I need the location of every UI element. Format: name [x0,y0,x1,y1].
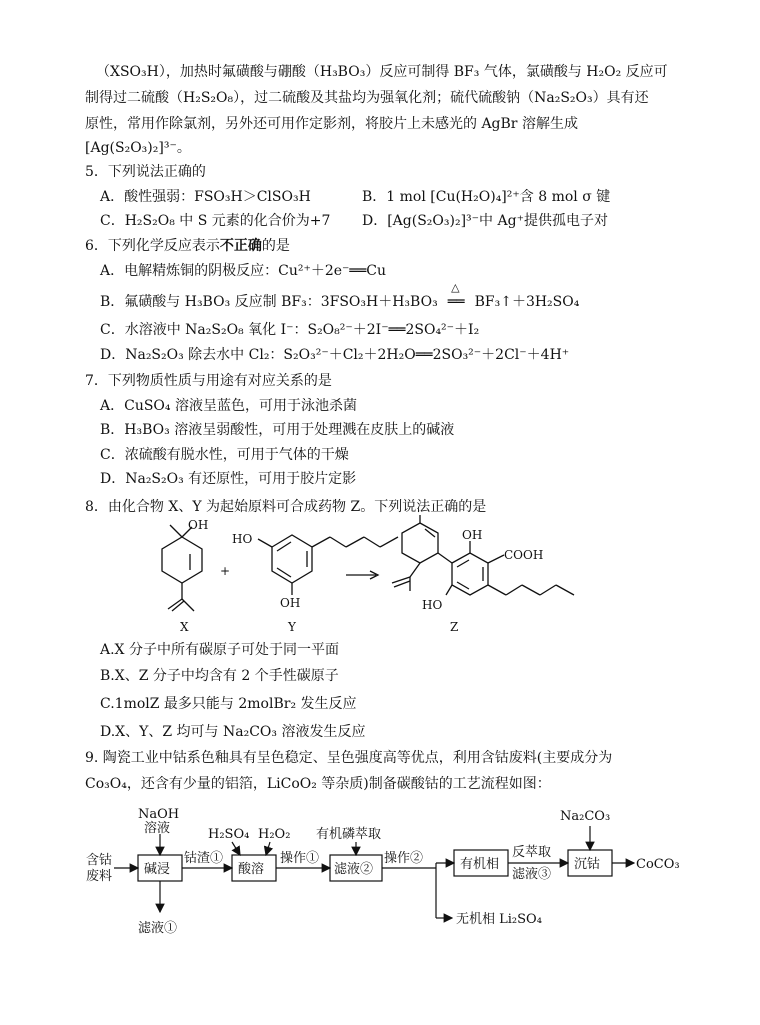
q7-option-d: D．Na₂S₂O₃ 有还原性，可用于胶片定影 [100,471,357,487]
z-terpene-ring [402,523,438,563]
y-chain-5 [380,537,398,547]
process-flow-diagram [80,800,700,960]
back-extract-label: 反萃取 [512,845,552,860]
product-label: CoCO₃ [636,857,680,872]
q6-option-b-left: B．氟磺酸与 H₃BO₃ 反应制 BF₃：3FSO₃H＋H₃BO₃ [100,294,438,310]
na2co3-label: Na₂CO₃ [560,809,611,824]
q7-stem: 7．下列物质性质与用途有对应关系的是 [85,373,332,389]
x-methyl [170,525,182,537]
z-chain-3 [522,585,540,595]
h2so4-label: H₂SO₄ [208,827,250,842]
heat-triangle-icon: △ [451,281,460,294]
intro-line-4: [Ag(S₂O₃)₂]³⁻。 [85,140,191,156]
q9-line-2: Co₃O₄，还含有少量的铝箔，LiCoO₂ 等杂质)制备碳酸钴的工艺流程如图： [85,776,551,792]
q5-stem: 5．下列说法正确的 [85,164,206,180]
x-isopropenyl-2 [182,599,194,611]
box1-label: 碱浸 [144,862,171,877]
feed-label-2: 废料 [86,869,113,884]
z-chain-4 [540,585,556,595]
box2-label: 酸溶 [238,862,265,877]
q8-stem: 8．由化合物 X、Y 为起始原料可合成药物 Z。下列说法正确的是 [85,499,487,515]
q6-option-b [100,281,580,312]
q6-stem-c: 的是 [261,238,290,254]
filtrate-3-label: 滤液③ [512,867,552,882]
y-ho-label: HO [232,532,253,546]
filtrate-1-label: 滤液① [138,921,178,936]
y-chain-2 [330,537,346,547]
q5-option-a: A．酸性强弱：FSO₃H＞ClSO₃H [100,189,311,205]
q8-structures [120,515,640,635]
q6-stem-a: 6．下列化学反应表示 [85,238,220,254]
naoh-label: NaOH [138,807,180,822]
naoh-solution-label: 溶液 [144,821,171,836]
y-oh-label: OH [280,596,301,610]
q7-option-b: B．H₃BO₃ 溶液呈弱酸性，可用于处理溅在皮肤上的碱液 [100,422,455,438]
arrow3-label: 操作② [384,851,424,866]
q5-option-c: C．H₂S₂O₈ 中 S 元素的化合价为+7 [100,213,331,229]
q7-option-a: A．CuSO₄ 溶液呈蓝色，可用于泳池杀菌 [100,398,357,414]
q5-option-d: D．[Ag(S₂O₃)₂]³⁻中 Ag⁺提供孤电子对 [362,213,608,229]
plus-sign: + [220,564,231,578]
x-label: X [180,620,189,634]
arrow2-label: 操作① [280,851,320,866]
box3-label: 滤液② [334,862,374,877]
y-chain-1 [312,537,330,547]
q8-option-d: D.X、Y、Z 均可与 Na₂CO₃ 溶液发生反应 [100,724,366,740]
z-cooh-label: COOH [504,548,544,562]
intro-line-2: 制得过二硫酸（H₂S₂O₈），过二硫酸及其盐均为强氧化剂；硫代硫酸钠（Na₂S₂O₃）具有还 [85,90,649,106]
q6-stem [85,236,290,256]
arrow-h2so4 [232,842,240,855]
q6-option-a: A．电解精炼铜的阴极反应：Cu²⁺＋2e⁻══Cu [100,263,387,279]
feed-label-1: 含钴 [86,853,113,868]
q8-option-b: B.X、Z 分子中均含有 2 个手性碳原子 [100,668,339,684]
y-oh-bond-1 [258,539,272,547]
y-ring [272,535,312,583]
q5-option-b: B．1 mol [Cu(H₂O)₄]²⁺含 8 mol σ 键 [362,189,611,205]
box5-label: 沉钴 [574,857,601,872]
q9-line-1: 9. 陶瓷工业中钴系色釉具有呈色稳定、呈色强度高等优点，利用含钴废料(主要成分为 [85,750,613,766]
inorganic-phase-label: 无机相 Li₂SO₄ [456,912,542,927]
z-ring-link [438,553,452,563]
box4-label: 有机相 [460,857,500,872]
z-arom-double-1 [457,560,469,567]
intro-line-1: （XSO₃H），加热时氟磺酸与硼酸（H₃BO₃）反应可制得 BF₃ 气体，氯磺酸与 H₂O₂ 反应可 [96,64,668,80]
z-label: Z [450,620,459,634]
arrow-h2o2 [266,842,270,855]
z-ho-bond [446,585,452,595]
heat-arrow: △ ══ [442,292,470,312]
z-ho-label: HO [422,598,443,612]
y-chain-3 [346,537,364,547]
q7-option-c: C．浓硫酸有脱水性，可用于气体的干燥 [100,447,349,463]
q6-option-d: D．Na₂S₂O₃ 除去水中 Cl₂：S₂O₃²⁻＋Cl₂＋2H₂O══2SO₃²⁻＋2Cl⁻＋4H⁺ [100,347,570,363]
q6-stem-emphasis: 不正确 [219,238,262,254]
z-oh-label: OH [462,528,483,542]
z-chain-2 [506,585,522,595]
z-chain-5 [556,585,574,595]
h2o2-label: H₂O₂ [258,827,291,842]
z-cooh-bond [488,555,504,563]
q8-option-c: C.1molZ 最多只能与 2molBr₂ 发生反应 [100,696,357,712]
z-arom-double-3 [457,582,469,589]
intro-line-3: 原性，常用作除氯剂，另外还可用作定影剂，将胶片上未感光的 AgBr 溶解生成 [85,116,578,132]
extractant-label: 有机磷萃取 [316,827,382,842]
x-oh-label: OH [188,518,209,532]
arrow1-label: 钴渣① [184,851,224,866]
y-chain-4 [364,537,380,547]
z-chain-1 [488,585,506,595]
q6-option-c: C．水溶液中 Na₂S₂O₈ 氧化 I⁻：S₂O₈²⁻＋2I⁻══2SO₄²⁻＋I₂ [100,322,480,338]
z-isopropenyl [410,563,420,577]
q8-option-a: A.X 分子中所有碳原子可处于同一平面 [100,642,339,658]
q6-option-b-right: BF₃↑＋3H₂SO₄ [474,294,580,310]
y-label: Y [288,620,296,634]
x-ring [162,537,202,583]
